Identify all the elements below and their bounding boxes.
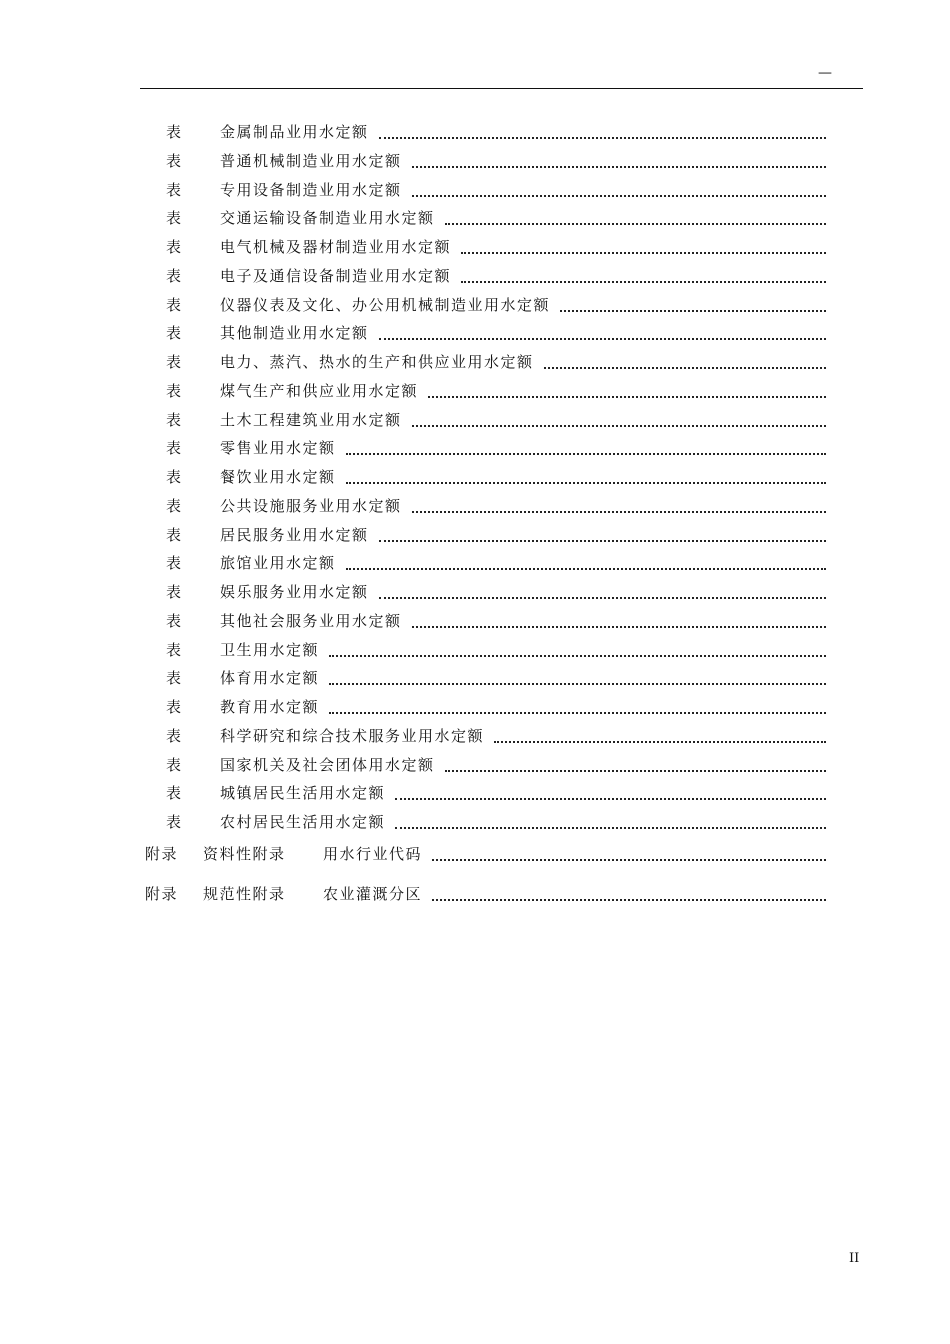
header-rule <box>140 88 863 89</box>
toc-appendix-prefix: 附录 <box>145 884 179 903</box>
toc-entry[interactable] <box>0 293 950 317</box>
toc-entry-prefix: 表 <box>166 496 183 515</box>
header-mark: — <box>818 65 832 81</box>
toc-entry[interactable] <box>0 350 950 374</box>
toc-leader-dots <box>412 614 826 628</box>
toc-entry-prefix: 表 <box>166 583 183 601</box>
toc-entry-title: 旅馆业用水定额 <box>220 554 336 573</box>
toc-entry[interactable] <box>0 149 950 173</box>
toc-leader-dots <box>379 528 826 542</box>
toc-entry-title: 土木工程建筑业用水定额 <box>220 410 402 429</box>
toc-entry-title: 电子及通信设备制造业用水定额 <box>220 266 452 285</box>
toc-entry-prefix: 表 <box>166 238 183 256</box>
toc-entry[interactable] <box>0 753 950 777</box>
toc-entry[interactable] <box>0 638 950 662</box>
toc-entry-prefix: 表 <box>166 755 183 774</box>
toc-entry-prefix: 表 <box>166 266 183 285</box>
toc-entry-prefix: 表 <box>166 151 183 170</box>
toc-entry[interactable] <box>0 379 950 403</box>
toc-entry-title: 教育用水定额 <box>220 698 320 716</box>
toc-entry-prefix: 表 <box>166 410 183 429</box>
toc-entry-title: 仪器仪表及文化、办公用机械制造业用水定额 <box>220 295 551 314</box>
toc-entry-title: 农村居民生活用水定额 <box>220 813 386 831</box>
toc-entry-title: 零售业用水定额 <box>220 439 336 458</box>
toc-leader-dots <box>432 847 826 861</box>
toc-entry-title: 卫生用水定额 <box>220 640 320 659</box>
toc-entry-title: 煤气生产和供应业用水定额 <box>220 381 419 400</box>
toc-entry[interactable] <box>0 695 950 719</box>
toc-appendix-prefix: 附录 <box>145 844 179 863</box>
toc-leader-dots <box>445 211 826 225</box>
toc-entry-prefix: 表 <box>166 180 183 199</box>
toc-appendix-title: 用水行业代码 <box>323 844 423 863</box>
toc-entry[interactable] <box>0 810 950 834</box>
toc-leader-dots <box>432 887 826 901</box>
toc-entry[interactable] <box>0 321 950 345</box>
toc-entry-prefix: 表 <box>166 324 183 343</box>
toc-leader-dots <box>494 729 826 743</box>
toc-entry-prefix: 表 <box>166 554 183 573</box>
toc-entry-prefix: 表 <box>166 353 183 371</box>
toc-entry-prefix: 表 <box>166 611 183 630</box>
toc-entry[interactable] <box>0 551 950 575</box>
toc-leader-dots <box>445 758 826 772</box>
toc-entry[interactable] <box>0 264 950 288</box>
toc-leader-dots <box>346 470 826 484</box>
toc-entry-title: 电力、蒸汽、热水的生产和供应业用水定额 <box>220 353 534 371</box>
toc-entry[interactable] <box>0 436 950 460</box>
toc-entry-prefix: 表 <box>166 784 183 803</box>
toc-entry-title: 科学研究和综合技术服务业用水定额 <box>220 726 485 745</box>
toc-leader-dots <box>412 499 826 513</box>
toc-entry-prefix: 表 <box>166 209 183 228</box>
toc-entry[interactable] <box>0 494 950 518</box>
toc-entry[interactable] <box>0 523 950 547</box>
toc-entry-title: 公共设施服务业用水定额 <box>220 496 402 515</box>
toc-entry-prefix: 表 <box>166 525 183 544</box>
page-number: II <box>849 1251 860 1266</box>
toc-appendix-kind: 资料性附录 <box>203 844 286 863</box>
toc-entry-prefix: 表 <box>166 640 183 659</box>
toc-leader-dots <box>329 671 826 685</box>
toc-leader-dots <box>329 700 826 714</box>
toc-entry-prefix: 表 <box>166 295 183 314</box>
toc-entry[interactable] <box>0 178 950 202</box>
toc-leader-dots <box>329 643 826 657</box>
toc-leader-dots <box>461 269 826 283</box>
toc-entry-prefix: 表 <box>166 726 183 745</box>
toc-appendix-entry[interactable] <box>0 842 950 866</box>
toc-entry-title: 专用设备制造业用水定额 <box>220 180 402 199</box>
toc-leader-dots <box>379 326 826 340</box>
toc-entry-prefix: 表 <box>166 468 183 486</box>
toc-entry-title: 居民服务业用水定额 <box>220 525 369 544</box>
toc-entry[interactable] <box>0 781 950 805</box>
toc-leader-dots <box>412 413 826 427</box>
toc-appendix-kind: 规范性附录 <box>203 884 286 903</box>
toc-leader-dots <box>379 585 826 599</box>
toc-entry[interactable] <box>0 206 950 230</box>
toc-entry-title: 其他制造业用水定额 <box>220 324 369 343</box>
toc-leader-dots <box>412 183 826 197</box>
toc-appendix-title: 农业灌溉分区 <box>323 884 423 903</box>
toc-entry[interactable] <box>0 465 950 489</box>
toc-leader-dots <box>461 240 826 254</box>
toc-leader-dots <box>560 298 826 312</box>
toc-leader-dots <box>379 125 826 139</box>
toc-entry-title: 普通机械制造业用水定额 <box>220 151 402 170</box>
toc-entry-prefix: 表 <box>166 123 183 141</box>
toc-entry-title: 餐饮业用水定额 <box>220 468 336 486</box>
toc-appendix-entry[interactable] <box>0 882 950 906</box>
toc-entry[interactable] <box>0 724 950 748</box>
toc-entry-prefix: 表 <box>166 698 183 716</box>
toc-entry[interactable] <box>0 609 950 633</box>
toc-entry[interactable] <box>0 666 950 690</box>
toc-leader-dots <box>346 441 826 455</box>
toc-leader-dots <box>346 556 826 570</box>
toc-entry[interactable] <box>0 580 950 604</box>
toc-entry-title: 娱乐服务业用水定额 <box>220 583 369 601</box>
toc-entry-prefix: 表 <box>166 669 183 688</box>
toc-leader-dots <box>412 154 826 168</box>
toc-entry-title: 电气机械及器材制造业用水定额 <box>220 238 452 256</box>
toc-leader-dots <box>544 355 826 369</box>
toc-entry-prefix: 表 <box>166 813 183 831</box>
toc-entry[interactable] <box>0 408 950 432</box>
toc-entry-title: 交通运输设备制造业用水定额 <box>220 209 435 228</box>
toc-entry-title: 国家机关及社会团体用水定额 <box>220 755 435 774</box>
toc-entry[interactable] <box>0 235 950 259</box>
toc-entry-prefix: 表 <box>166 381 183 400</box>
toc-entry-title: 城镇居民生活用水定额 <box>220 784 386 803</box>
toc-entry-title: 金属制品业用水定额 <box>220 123 369 141</box>
toc-entry-prefix: 表 <box>166 439 183 458</box>
toc-leader-dots <box>395 815 826 829</box>
toc-entry[interactable] <box>0 120 950 144</box>
toc-leader-dots <box>395 786 826 800</box>
toc-entry-title: 体育用水定额 <box>220 669 320 688</box>
toc-leader-dots <box>428 384 826 398</box>
toc-entry-title: 其他社会服务业用水定额 <box>220 611 402 630</box>
